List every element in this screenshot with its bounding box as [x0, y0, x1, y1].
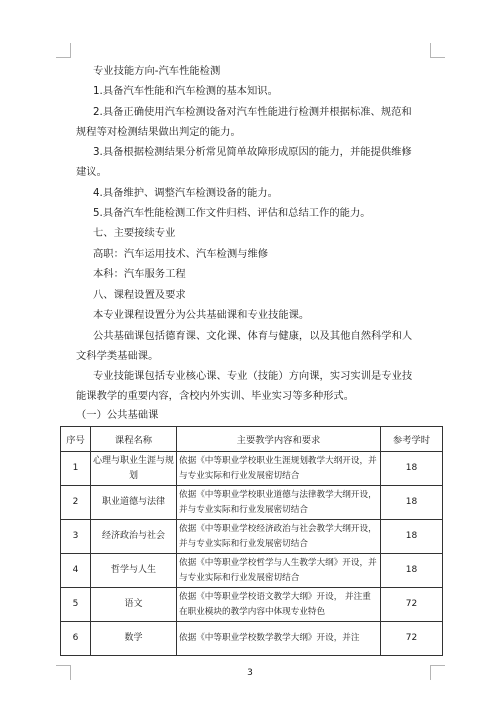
- header-course-name: 课程名称: [91, 427, 177, 452]
- cell-number: 6: [61, 622, 91, 656]
- body-text-line: 能课教学的重要内容，含校内外实训、毕业实习等多种形式。: [76, 390, 355, 402]
- cell-number: 2: [61, 486, 91, 520]
- section-heading: 七、主要接续专业: [93, 227, 176, 239]
- body-text-line: 高职：汽车运用技术、汽车检测与维修: [93, 248, 269, 260]
- cell-content: 依据《中等职业学校经济政治与社会教学大纲开设，并与专业实际和行业发展密切结合: [177, 520, 381, 554]
- margin-mark-top-right: [430, 43, 445, 58]
- table-row: [61, 588, 443, 622]
- cell-course-name: 职业道德与法律: [91, 486, 177, 520]
- cell-hours: 72: [381, 588, 443, 622]
- subsection-heading: （一）公共基础课: [76, 409, 159, 421]
- body-text-line: 文科学类基础课。: [76, 350, 159, 362]
- course-table: [60, 426, 443, 656]
- cell-number: 1: [61, 452, 91, 486]
- body-text-line: 规程等对检测结果做出判定的能力。: [76, 126, 241, 138]
- table-row: [61, 452, 443, 486]
- header-number: 序号: [61, 427, 91, 452]
- cell-content: 依据《中等职业学校语文教学大纲》开设， 并注重在职业模块的教学内容中体现专业特色: [177, 588, 381, 622]
- body-text-line: 4.具备维护、调整汽车检测设备的能力。: [93, 187, 278, 199]
- cell-hours: 18: [381, 520, 443, 554]
- cell-number: 5: [61, 588, 91, 622]
- header-content: 主要教学内容和要求: [177, 427, 381, 452]
- page-number: 3: [247, 668, 253, 678]
- cell-course-name: 哲学与人生: [91, 554, 177, 588]
- body-text-line: 5.具备汽车性能检测工作文件归档、评估和总结工作的能力。: [93, 207, 371, 219]
- section-heading: 八、课程设置及要求: [93, 289, 186, 301]
- table-row: [61, 520, 443, 554]
- cell-hours: 72: [381, 622, 443, 656]
- table-header-row: [61, 427, 443, 452]
- cell-hours: 18: [381, 452, 443, 486]
- cell-hours: 18: [381, 486, 443, 520]
- body-text-line: 3.具备根据检测结果分析常见简单故障形成原因的能力，并能提供维修: [93, 146, 412, 158]
- body-text-line: 本专业课程设置分为公共基础课和专业技能课。: [93, 309, 310, 321]
- cell-number: 4: [61, 554, 91, 588]
- margin-mark-top-left: [56, 43, 71, 58]
- body-text-line: 1.具备汽车性能和汽车检测的基本知识。: [93, 85, 278, 97]
- cell-content: 依据《中等职业学校职业生涯规划教学大纲开设，并与专业实际和行业发展密切结合: [177, 452, 381, 486]
- cell-hours: 18: [381, 554, 443, 588]
- table-row: [61, 622, 443, 656]
- body-text-line: 建议。: [76, 166, 107, 178]
- header-hours: 参考学时: [381, 427, 443, 452]
- body-text-line: 本科：汽车服务工程: [93, 268, 186, 280]
- cell-course-name: 数学: [91, 622, 177, 656]
- body-text-line: 2.具备正确使用汽车检测设备对汽车性能进行检测并根据标准、规范和: [93, 106, 412, 118]
- body-text-line: 专业技能课包括专业核心课、专业（技能）方向课，实习实训是专业技: [93, 370, 413, 382]
- cell-content: 依据《中等职业学校职业道德与法律教学大纲开设， 并与专业实际和行业发展密切结合: [177, 486, 381, 520]
- table-row: [61, 554, 443, 588]
- cell-number: 3: [61, 520, 91, 554]
- cell-course-name: 经济政治与社会: [91, 520, 177, 554]
- cell-course-name: 语文: [91, 588, 177, 622]
- table-row: [61, 486, 443, 520]
- cell-content: 依据《中等职业学校哲学与人生教学大纲》开设，并与专业实际和行业发展密切结合: [177, 554, 381, 588]
- cell-course-name: 心理与职业生涯与规划: [91, 452, 177, 486]
- body-text-line: 公共基础课包括德育课、文化课、体育与健康，以及其他自然科学和人: [93, 330, 413, 342]
- cell-content: 依据《中等职业学校数学教学大纲》开设，并注: [177, 622, 381, 656]
- section-heading: 专业技能方向-汽车性能检测: [93, 65, 221, 77]
